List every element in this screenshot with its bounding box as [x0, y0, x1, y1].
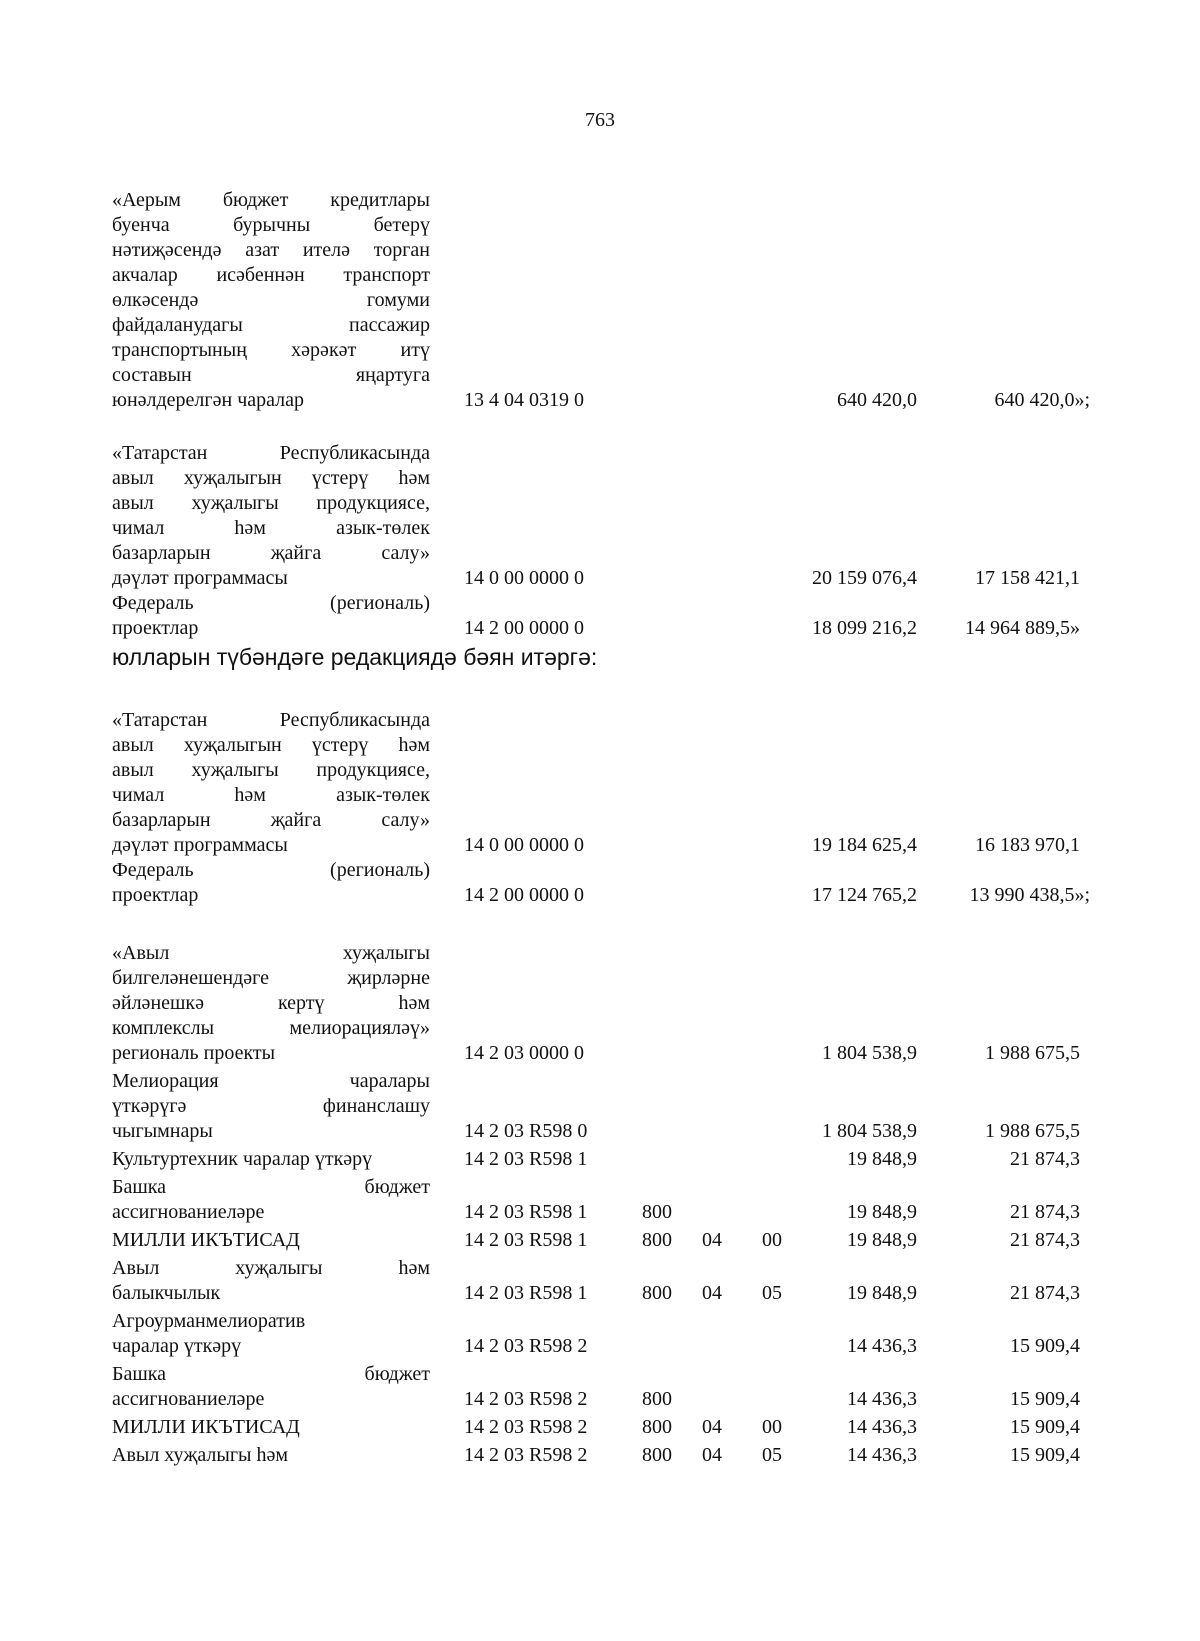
amount-year-2: 15 909,4: [1010, 1416, 1080, 1438]
amount-year-1: 19 848,9: [847, 1148, 917, 1170]
table-row: [112, 1362, 1142, 1412]
target-code: 14 2 03 R598 0: [464, 1120, 588, 1142]
amount-year-1: 1 804 538,9: [822, 1042, 917, 1064]
table-row: [112, 1443, 1142, 1468]
row-name-line: проектлар: [112, 617, 199, 639]
expense-group: 800: [642, 1388, 672, 1410]
row-name-line: Федераль (региональ): [112, 859, 430, 881]
amount-year-1: 1 804 538,9: [822, 1120, 917, 1142]
table-row: [112, 1256, 1142, 1306]
page-number: 763: [585, 109, 615, 131]
row-name-line: балыкчылык: [112, 1282, 221, 1304]
row-name-line: «Татарстан Республикасында: [112, 709, 430, 731]
table-row: [112, 1175, 1142, 1225]
row-name-line: юнәлдерелгән чаралар: [112, 389, 305, 411]
instruction-text: юлларын түбәндәге редакциядә бәян итәргә:: [112, 644, 598, 670]
row-values: [112, 1281, 1142, 1306]
target-code: 14 2 03 R598 2: [464, 1388, 588, 1410]
row-name-line: әйләнешкә кертү һәм: [112, 992, 430, 1014]
row-name-line: авыл хуҗалыгын үстерү һәм: [112, 734, 430, 756]
row-values: [112, 1147, 1142, 1172]
row-name-line: авыл хуҗалыгы продукциясе,: [112, 759, 430, 781]
row-name-line: Башка бюджет: [112, 1363, 430, 1385]
row-name-line: базарларын җайга салу»: [112, 809, 430, 831]
row-name-line: Культуртехник чаралар үткәрү: [112, 1148, 373, 1170]
row-name-line: акчалар исәбеннән транспорт: [112, 264, 430, 286]
table-row: [112, 1147, 1142, 1172]
row-name-line: МИЛЛИ ИКЪТИСАД: [112, 1229, 300, 1251]
row-name-line: Федераль (региональ): [112, 592, 430, 614]
amount-year-1: 19 848,9: [847, 1201, 917, 1223]
section-code: 04: [702, 1229, 722, 1251]
target-code: 14 2 03 R598 1: [464, 1201, 588, 1223]
amount-year-1: 14 436,3: [847, 1388, 917, 1410]
amount-year-2: 21 874,3: [1010, 1148, 1080, 1170]
table-row: [112, 1415, 1142, 1440]
target-code: 14 0 00 0000 0: [464, 567, 584, 589]
row-values: [112, 1387, 1142, 1412]
amount-year-1: 17 124 765,2: [812, 884, 917, 906]
row-name-line: дәүләт программасы: [112, 567, 288, 589]
intro-section: [112, 188, 1142, 641]
row-values: [112, 833, 1142, 858]
new-wording-section: [112, 708, 1142, 908]
row-values: [112, 388, 1142, 413]
target-code: 14 2 03 R598 1: [464, 1282, 588, 1304]
row-name-line: составын яңартуга: [112, 364, 430, 386]
amount-year-1: 640 420,0: [837, 389, 917, 411]
amount-year-1: 19 848,9: [847, 1282, 917, 1304]
target-code: 14 0 00 0000 0: [464, 834, 584, 856]
expense-group: 800: [642, 1282, 672, 1304]
table-row: [112, 1309, 1142, 1359]
amount-year-2: 21 874,3: [1010, 1282, 1080, 1304]
row-values: [112, 1041, 1142, 1066]
row-values: [112, 566, 1142, 591]
row-name-line: Авыл хуҗалыгы һәм: [112, 1444, 289, 1466]
row-name-line: буенча бурычны бетерү: [112, 214, 430, 236]
row-name-line: ассигнованиеләре: [112, 1201, 265, 1223]
amount-year-2: 17 158 421,1: [975, 567, 1080, 589]
row-name-line: проектлар: [112, 884, 199, 906]
row-name-line: нәтиҗәсендә азат ителә торган: [112, 239, 430, 261]
section-code: 04: [702, 1444, 722, 1466]
row-name-line: дәүләт программасы: [112, 834, 288, 856]
amount-year-2: 21 874,3: [1010, 1229, 1080, 1251]
table-row: [112, 441, 1142, 591]
detail-section: [112, 941, 1142, 1468]
amount-year-2: 15 909,4: [1010, 1335, 1080, 1357]
row-values: [112, 883, 1142, 908]
row-name-line: Мелиорация чаралары: [112, 1070, 430, 1092]
row-name-line: МИЛЛИ ИКЪТИСАД: [112, 1416, 300, 1438]
row-name: [112, 188, 430, 413]
row-name-line: «Аерым бюджет кредитлары: [112, 189, 430, 211]
subsection-code: 00: [762, 1416, 782, 1438]
row-name-line: авыл хуҗалыгын үстерү һәм: [112, 467, 430, 489]
table-row: [112, 941, 1142, 1066]
table-row: [112, 858, 1142, 908]
amount-year-1: 18 099 216,2: [812, 617, 917, 639]
row-name-line: чимал һәм азык-төлек: [112, 784, 430, 806]
target-code: 13 4 04 0319 0: [464, 389, 584, 411]
target-code: 14 2 03 R598 1: [464, 1148, 588, 1170]
amount-year-2: 1 988 675,5: [985, 1042, 1080, 1064]
target-code: 14 2 03 R598 2: [464, 1444, 588, 1466]
table-row: [112, 708, 1142, 858]
table-row: [112, 1228, 1142, 1253]
amount-year-2: 1 988 675,5: [985, 1120, 1080, 1142]
row-values: [112, 1200, 1142, 1225]
amount-year-2: 640 420,0»;: [994, 389, 1090, 411]
subsection-code: 05: [762, 1282, 782, 1304]
row-values: [112, 1119, 1142, 1144]
target-code: 14 2 03 0000 0: [464, 1042, 584, 1064]
row-name-line: чимал һәм азык-төлек: [112, 517, 430, 539]
row-name-line: файдаланудагы пассажир: [112, 314, 430, 336]
target-code: 14 2 00 0000 0: [464, 884, 584, 906]
table-row: [112, 1069, 1142, 1144]
subsection-code: 00: [762, 1229, 782, 1251]
amount-year-2: 14 964 889,5»: [965, 617, 1080, 639]
amount-year-1: 19 848,9: [847, 1229, 917, 1251]
table-row: [112, 188, 1142, 413]
row-name-line: транспортының хәрәкәт итү: [112, 339, 430, 361]
row-name-line: билгеләнешендәге җирләрне: [112, 967, 430, 989]
section-code: 04: [702, 1416, 722, 1438]
amount-year-2: 21 874,3: [1010, 1201, 1080, 1223]
amount-year-1: 14 436,3: [847, 1416, 917, 1438]
row-name-line: «Татарстан Республикасында: [112, 442, 430, 464]
target-code: 14 2 03 R598 2: [464, 1416, 588, 1438]
row-name-line: үткәрүгә финанслашу: [112, 1095, 430, 1117]
amount-year-1: 19 184 625,4: [812, 834, 917, 856]
amount-year-2: 16 183 970,1: [975, 834, 1080, 856]
row-name-line: өлкәсендә гомуми: [112, 289, 430, 311]
expense-group: 800: [642, 1444, 672, 1466]
amount-year-2: 13 990 438,5»;: [969, 884, 1090, 906]
budget-table: [112, 188, 1142, 1468]
amount-year-1: 20 159 076,4: [812, 567, 917, 589]
row-values: [112, 1228, 1142, 1253]
row-values: [112, 1415, 1142, 1440]
section-code: 04: [702, 1282, 722, 1304]
row-name-line: базарларын җайга салу»: [112, 542, 430, 564]
expense-group: 800: [642, 1201, 672, 1223]
row-name-line: авыл хуҗалыгы продукциясе,: [112, 492, 430, 514]
expense-group: 800: [642, 1229, 672, 1251]
row-values: [112, 616, 1142, 641]
row-name-line: чыгымнары: [112, 1120, 213, 1142]
amount-year-1: 14 436,3: [847, 1335, 917, 1357]
row-values: [112, 1443, 1142, 1468]
expense-group: 800: [642, 1416, 672, 1438]
row-name-line: Агроурманмелиоратив: [112, 1310, 306, 1332]
subsection-code: 05: [762, 1444, 782, 1466]
row-name-line: региональ проекты: [112, 1042, 276, 1064]
row-values: [112, 1334, 1142, 1359]
row-name-line: чаралар үткәрү: [112, 1335, 242, 1357]
amount-year-2: 15 909,4: [1010, 1388, 1080, 1410]
target-code: 14 2 00 0000 0: [464, 617, 584, 639]
row-name-line: ассигнованиеләре: [112, 1388, 265, 1410]
table-row: [112, 591, 1142, 641]
row-name-line: комплекслы мелиорацияләү»: [112, 1017, 430, 1039]
amount-year-1: 14 436,3: [847, 1444, 917, 1466]
row-name-line: «Авыл хуҗалыгы: [112, 942, 430, 964]
target-code: 14 2 03 R598 2: [464, 1335, 588, 1357]
target-code: 14 2 03 R598 1: [464, 1229, 588, 1251]
row-name-line: Башка бюджет: [112, 1176, 430, 1198]
row-name-line: Авыл хуҗалыгы һәм: [112, 1257, 430, 1279]
amount-year-2: 15 909,4: [1010, 1444, 1080, 1466]
